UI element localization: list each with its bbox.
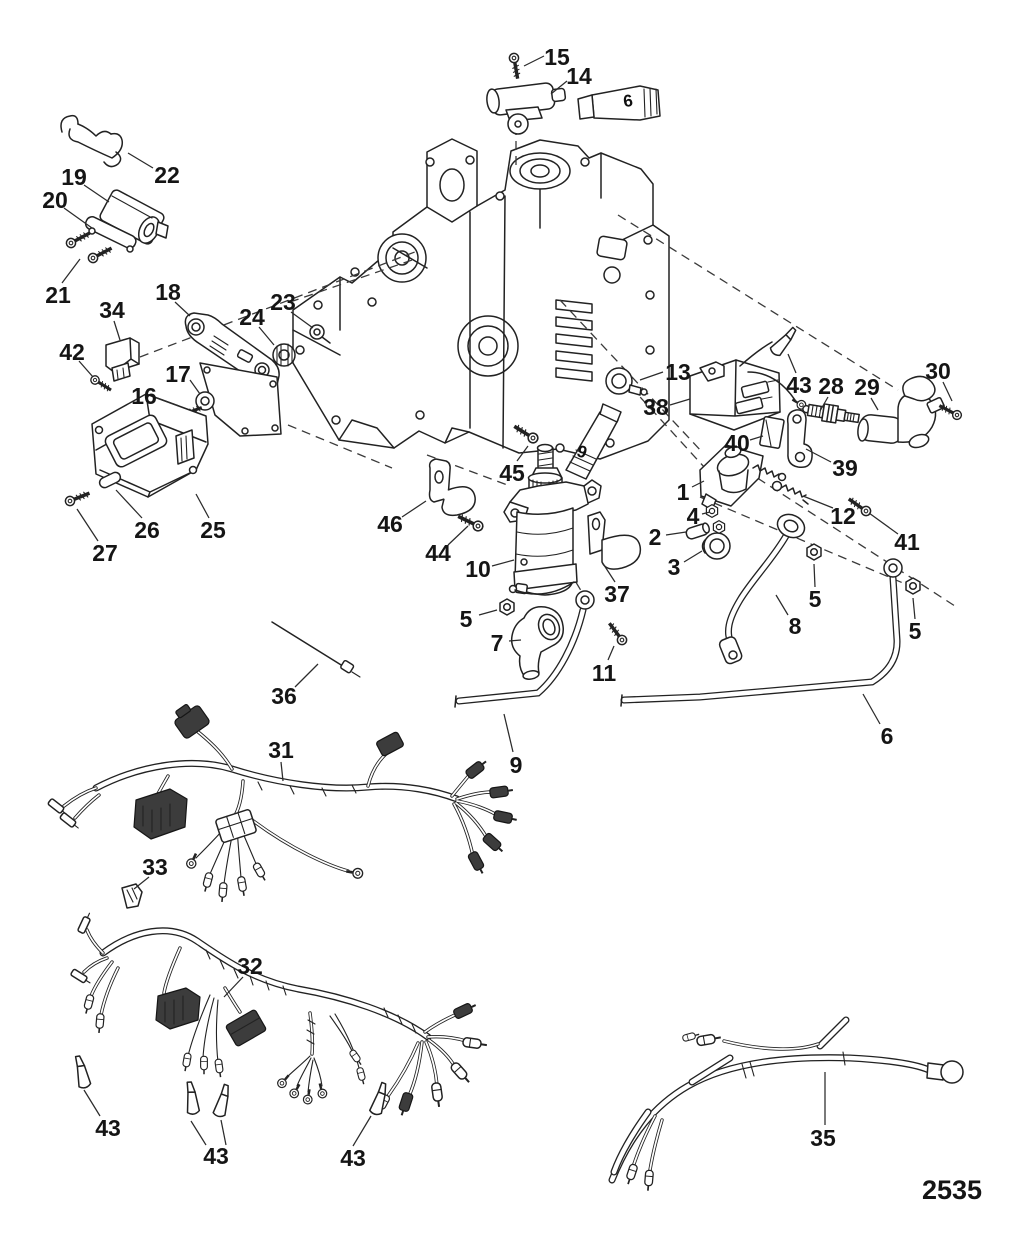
callout-5: 5 [459, 606, 473, 632]
leader-line-26 [116, 490, 142, 518]
leader-line-27 [77, 509, 98, 541]
callout-23: 23 [270, 289, 296, 315]
callout-43: 43 [340, 1145, 366, 1171]
leader-line-44 [448, 526, 468, 545]
callout-46: 46 [377, 511, 403, 537]
callout-17: 17 [165, 361, 191, 387]
part-35-lead-assembly [612, 1020, 963, 1191]
leader-line-5 [479, 610, 497, 615]
callout-35: 35 [810, 1125, 836, 1151]
callout-34: 34 [99, 297, 125, 323]
callout-24: 24 [239, 304, 265, 330]
part-27-screw [64, 489, 91, 507]
part-28-spark-plug [802, 401, 860, 427]
callout-26: 26 [134, 517, 160, 543]
callout-32: 32 [237, 953, 263, 979]
part-40-damper-block [760, 416, 785, 448]
callout-20: 20 [42, 187, 68, 213]
callout-15: 15 [544, 44, 570, 70]
leader-line-22 [128, 153, 153, 168]
leader-line-34 [114, 321, 120, 340]
leader-line-21 [62, 259, 80, 283]
leader-line-3 [684, 551, 702, 562]
callout-40: 40 [724, 430, 750, 456]
part-3-grommet [703, 533, 731, 559]
leader-line-19 [84, 185, 109, 202]
part-6-sealant-tube [578, 86, 660, 120]
callout-43: 43 [95, 1115, 121, 1141]
leader-line-43 [221, 1120, 226, 1145]
callout-4: 4 [686, 503, 700, 529]
callout-30: 30 [925, 358, 951, 384]
part-43-terminals [71, 1055, 389, 1118]
callout-43: 43 [786, 372, 812, 398]
leader-line-32 [224, 977, 243, 997]
leader-line-6 [863, 694, 880, 724]
leader-line-15 [524, 56, 544, 66]
part-31-wiring-harness [48, 699, 518, 903]
part-8-battery-cable [718, 510, 808, 665]
callout-27: 27 [92, 540, 118, 566]
tube-mark-9: 9 [574, 441, 590, 463]
part-6-ground-cable [621, 559, 902, 706]
part-43-terminal-top [769, 324, 798, 357]
leader-line-2 [666, 532, 686, 535]
leader-line-10 [492, 560, 514, 566]
callout-25: 25 [200, 517, 226, 543]
part-44-screw [456, 512, 484, 532]
part-42-screw [89, 374, 113, 393]
callout-44: 44 [425, 540, 451, 566]
callout-12: 12 [830, 503, 856, 529]
callout-14: 14 [566, 63, 592, 89]
part-32-wiring-harness [70, 912, 487, 1117]
part-15-screw [509, 53, 523, 80]
part-37-clamp-bracket [588, 512, 640, 569]
part-46-clamp-bracket [430, 459, 476, 515]
part-14-solenoid-valve [486, 82, 566, 134]
callout-8: 8 [788, 613, 802, 639]
part-24-grommet [273, 344, 295, 366]
part-5-nut-left [500, 599, 514, 615]
callout-22: 22 [154, 162, 180, 188]
callout-5: 5 [808, 586, 822, 612]
callout-19: 19 [61, 164, 87, 190]
callout-2: 2 [648, 524, 662, 550]
callout-41: 41 [894, 529, 920, 555]
leader-line-5 [913, 598, 915, 619]
callout-1: 1 [676, 479, 690, 505]
leader-line-8 [776, 595, 788, 615]
callout-6: 6 [880, 723, 894, 749]
leader-line-12 [803, 496, 833, 508]
callout-16: 16 [131, 383, 157, 409]
part-5-nut-middle [807, 544, 821, 560]
leader-line-30 [943, 382, 952, 401]
callout-10: 10 [465, 556, 491, 582]
leader-line-38 [670, 399, 690, 405]
callout-39: 39 [832, 455, 858, 481]
part-36-cable-tie [272, 622, 360, 677]
callout-36: 36 [271, 683, 297, 709]
part-39-link-bracket [788, 410, 812, 467]
callout-42: 42 [59, 339, 85, 365]
callout-38: 38 [643, 394, 669, 420]
callout-13: 13 [665, 359, 691, 385]
leader-line-36 [295, 664, 318, 687]
part-22-wire-retainer-clip [61, 116, 122, 167]
leader-line-25 [196, 494, 209, 518]
callout-29: 29 [854, 374, 880, 400]
leader-line-43 [191, 1121, 206, 1145]
leader-line-43 [353, 1116, 371, 1146]
callout-31: 31 [268, 737, 294, 763]
leader-line-46 [402, 501, 426, 517]
leader-line-9 [504, 714, 513, 752]
callout-33: 33 [142, 854, 168, 880]
part-11-screw [606, 620, 629, 646]
callout-43: 43 [203, 1143, 229, 1169]
callout-37: 37 [604, 581, 630, 607]
tube-mark-6: 6 [621, 90, 635, 112]
callout-18: 18 [155, 279, 181, 305]
callout-28: 28 [818, 373, 844, 399]
leader-line-5 [814, 564, 815, 587]
leader-line-11 [608, 646, 614, 660]
part-34-relay [106, 338, 139, 381]
callout-11: 11 [591, 660, 617, 686]
callout-7: 7 [490, 630, 504, 656]
callout-21: 21 [45, 282, 71, 308]
leader-line-43 [788, 354, 796, 373]
callout-9: 9 [509, 752, 523, 778]
callout-45: 45 [499, 460, 525, 486]
drawing-number: 2535 [921, 1175, 983, 1205]
callout-5: 5 [908, 618, 922, 644]
part-33-clip [122, 884, 142, 908]
callout-3: 3 [667, 554, 681, 580]
part-12-spring-screw [773, 482, 809, 505]
leader-line-43 [84, 1090, 100, 1116]
part-5-nut-right [906, 578, 920, 594]
leader-line-17 [190, 380, 200, 394]
